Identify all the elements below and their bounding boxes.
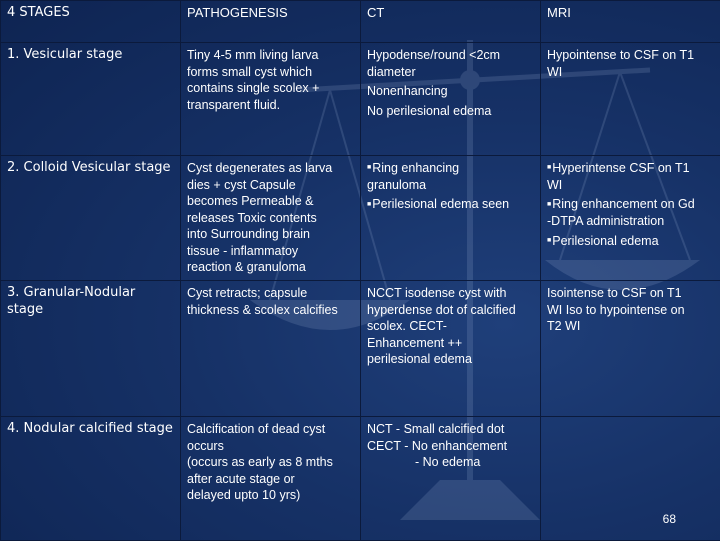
cell-line: after acute stage or — [187, 471, 354, 488]
cell-line: ■ Ring enhancement on Gd — [547, 196, 714, 213]
cell-line: CECT - No enhancement — [367, 438, 534, 455]
cell-line: transparent fluid. — [187, 97, 354, 114]
cell-line: ■ Perilesional edema seen — [367, 196, 534, 213]
cell-line: scolex. CECT- — [367, 318, 534, 335]
cell-line: - No edema — [367, 454, 534, 471]
cell-line: ■ Ring enhancing — [367, 160, 534, 177]
stage-cell: 4. Nodular calcified stage — [1, 417, 181, 541]
header-mri: MRI — [541, 1, 720, 43]
ct-cell — [361, 156, 541, 281]
header-stages: 4 STAGES — [1, 1, 181, 43]
cell-line: ■ Perilesional edema — [547, 233, 714, 250]
cell-line: dies + cyst Capsule — [187, 177, 354, 194]
cell-line: Enhancement ++ — [367, 335, 534, 352]
cell-line: ■ Hyperintense CSF on T1 — [547, 160, 714, 177]
cell-line: releases Toxic contents — [187, 210, 354, 227]
cell-line: contains single scolex + — [187, 80, 354, 97]
cell-line: Cyst retracts; capsule — [187, 285, 354, 302]
table-header-row — [1, 1, 720, 43]
pathogenesis-cell — [181, 281, 361, 417]
pathogenesis-cell — [181, 156, 361, 281]
cell-line: WI — [547, 177, 714, 194]
table-row — [1, 417, 720, 541]
cell-line: Calcification of dead cyst — [187, 421, 354, 438]
stage-cell: 3. Granular-Nodular stage — [1, 281, 181, 417]
cell-line: T2 WI — [547, 318, 714, 335]
cell-line: Nonenhancing — [367, 83, 534, 100]
table-row — [1, 43, 720, 156]
cell-line: into Surrounding brain — [187, 226, 354, 243]
cell-line: granuloma — [367, 177, 534, 194]
mri-cell — [541, 156, 720, 281]
stage-cell: 1. Vesicular stage — [1, 43, 181, 156]
mri-cell — [541, 281, 720, 417]
cell-line: tissue - inflammatoy — [187, 243, 354, 260]
header-pathogenesis: PATHOGENESIS — [181, 1, 361, 43]
cell-line: WI — [547, 64, 714, 81]
ct-cell — [361, 281, 541, 417]
cell-line: NCT - Small calcified dot — [367, 421, 534, 438]
cell-line: forms small cyst which — [187, 64, 354, 81]
cell-line: No perilesional edema — [367, 103, 534, 120]
cell-line: -DTPA administration — [547, 213, 714, 230]
cell-line: perilesional edema — [367, 351, 534, 368]
mri-cell — [541, 417, 720, 541]
cell-line: Hypointense to CSF on T1 — [547, 47, 714, 64]
cell-line: reaction & granuloma — [187, 259, 354, 276]
cell-line: WI Iso to hypointense on — [547, 302, 714, 319]
cell-line: thickness & scolex calcifies — [187, 302, 354, 319]
ct-cell — [361, 43, 541, 156]
cell-line: Tiny 4-5 mm living larva — [187, 47, 354, 64]
cell-line: becomes Permeable & — [187, 193, 354, 210]
mri-cell — [541, 43, 720, 156]
table-row — [1, 281, 720, 417]
table-row — [1, 156, 720, 281]
cell-line: Hypodense/round <2cm — [367, 47, 534, 64]
pathogenesis-cell — [181, 417, 361, 541]
page-number: 68 — [663, 512, 676, 526]
cell-line: occurs — [187, 438, 354, 455]
header-ct: CT — [361, 1, 541, 43]
cell-line: delayed upto 10 yrs) — [187, 487, 354, 504]
ct-cell — [361, 417, 541, 541]
cell-line: NCCT isodense cyst with — [367, 285, 534, 302]
cell-line: (occurs as early as 8 mths — [187, 454, 354, 471]
cell-line: hyperdense dot of calcified — [367, 302, 534, 319]
cell-line: diameter — [367, 64, 534, 81]
cell-line: Isointense to CSF on T1 — [547, 285, 714, 302]
stage-cell: 2. Colloid Vesicular stage — [1, 156, 181, 281]
pathogenesis-cell — [181, 43, 361, 156]
cell-line: Cyst degenerates as larva — [187, 160, 354, 177]
